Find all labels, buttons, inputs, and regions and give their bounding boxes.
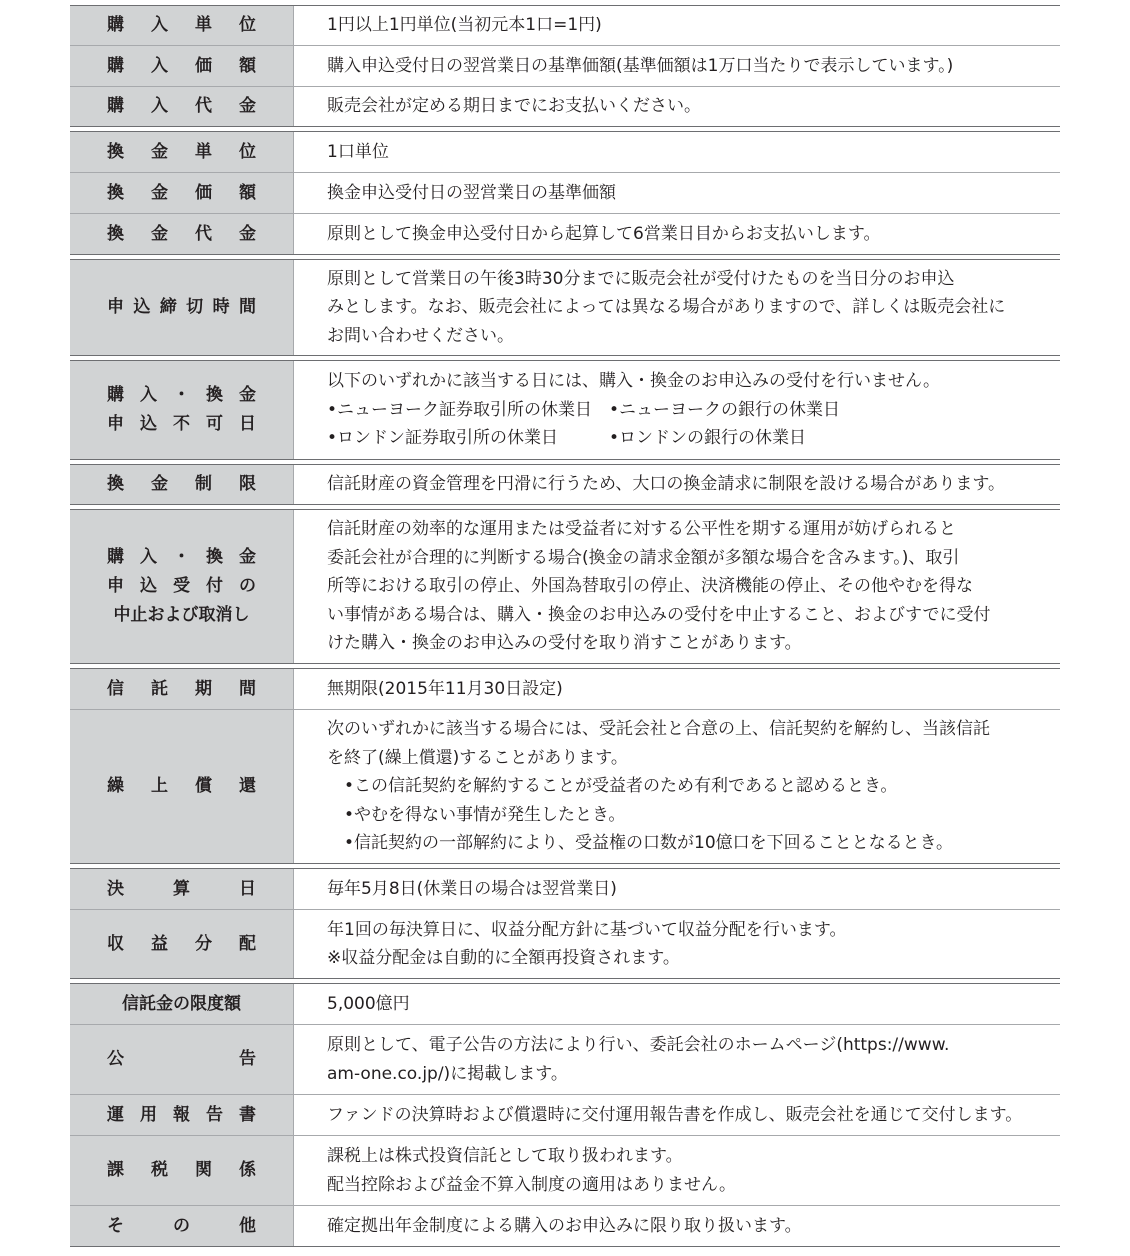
row-label-line: 購 入 代 金 — [107, 96, 256, 116]
row-group — [70, 668, 1060, 864]
row-value — [294, 173, 1060, 213]
table-row — [70, 909, 1060, 978]
row-value-text: 購入申込受付日の翌営業日の基準価額(基準価額は1万口当たりで表示しています。) — [327, 55, 954, 76]
row-value — [294, 669, 1060, 709]
row-label — [70, 361, 294, 459]
row-label-line: 換 金 価 額 — [107, 182, 256, 203]
row-value-text: 販売会社が定める期日までにお支払いください。 — [327, 96, 701, 117]
row-value-text: 無期限(2015年11月30日設定) — [327, 678, 563, 699]
row-label-line: 申 込 不 可 日 — [107, 414, 256, 434]
row-label — [70, 669, 294, 709]
row-group — [70, 464, 1060, 505]
table-row — [70, 1135, 1060, 1205]
row-value — [294, 1095, 1060, 1135]
row-value-text: ファンドの決算時および償還時に交付運用報告書を作成し、販売会社を通じて交付します。 — [327, 1104, 1023, 1125]
row-group — [70, 259, 1060, 356]
row-label — [70, 465, 294, 504]
row-label-line: 換 金 単 位 — [107, 141, 256, 162]
row-value-text: 以下のいずれかに該当する日には、購入・換金のお申込みの受付を行いません。 •ニューヨーク証券取引所の休業日 •ニューヨークの銀行の休業日 •ロンドン証券取引所の休業日 •ロンドンの銀行の休業日 — [327, 371, 941, 449]
row-label — [70, 132, 294, 172]
row-label-line: 収 益 分 配 — [107, 933, 256, 954]
row-label — [70, 1095, 294, 1135]
row-value — [294, 46, 1060, 86]
table-row — [70, 465, 1060, 504]
row-label — [70, 6, 294, 45]
row-label-line: 換 金 制 限 — [107, 474, 256, 494]
row-value — [294, 214, 1060, 254]
row-label — [70, 1206, 294, 1246]
row-label — [70, 1025, 294, 1094]
table-row — [70, 669, 1060, 709]
row-label-line: 信託金の限度額 — [122, 993, 241, 1014]
row-value — [294, 6, 1060, 45]
table-row — [70, 86, 1060, 126]
table-row — [70, 1205, 1060, 1246]
row-label — [70, 214, 294, 254]
row-group — [70, 509, 1060, 664]
row-label-line: 運 用 報 告 書 — [107, 1104, 256, 1125]
row-group — [70, 868, 1060, 979]
row-group — [70, 131, 1060, 255]
table-row — [70, 510, 1060, 663]
row-label-line: 購 入 単 位 — [107, 15, 256, 35]
row-label-line: 公 告 — [107, 1049, 256, 1069]
row-value-text: 確定拠出年金制度による購入のお申込みに限り取り扱います。 — [327, 1215, 802, 1236]
table-row — [70, 984, 1060, 1024]
row-value — [294, 984, 1060, 1024]
row-value — [294, 910, 1060, 978]
row-group — [70, 5, 1060, 127]
row-value — [294, 1136, 1060, 1205]
row-label — [70, 910, 294, 978]
row-label-line: 課 税 関 係 — [107, 1160, 256, 1180]
table-row — [70, 132, 1060, 172]
row-value-text: 原則として、電子公告の方法により行い、委託会社のホームページ(https://www. am-one.co.jp/)に掲載します。 — [327, 1035, 950, 1084]
table-row — [70, 6, 1060, 45]
row-value-text: 原則として営業日の午後3時30分までに販売会社が受付けたものを当日分のお申込 みとします。なお、販売会社によっては異なる場合がありますので、詳しくは販売会社に お問い合わせください。 — [327, 268, 1006, 346]
row-label — [70, 260, 294, 355]
row-value-text: 毎年5月8日(休業日の場合は翌営業日) — [327, 878, 617, 899]
row-value-text: 換金申込受付日の翌営業日の基準価額 — [327, 182, 616, 203]
row-value — [294, 465, 1060, 504]
row-label-line: 信 託 期 間 — [107, 678, 256, 699]
row-value — [294, 869, 1060, 909]
row-value-text: 次のいずれかに該当する場合には、受託会社と合意の上、信託契約を解約し、当該信託 を終了(繰上償還)することがあります。 •この信託契約を解約することが受益者のため有利であると認めるとき。 •やむを得ない事情が発生したとき。 •信託契約の一部解約により、受益権の口数が10億口を下回ることとなるとき。 — [327, 719, 990, 854]
row-value-text: 信託財産の効率的な運用または受益者に対する公平性を期する運用が妨げられると 委託会社が合理的に判断する場合(換金の請求金額が多額な場合を含みます。)、取引 所等における取引の停止、外国為替取引の停止、決済機能の停止、その他やむを得な い事情がある場合は、購入・換金のお申込みの受付を中止すること、およびすでに受付 けた購入・換金のお申込みの受付を取り消すことがあります。 — [327, 519, 991, 654]
row-value — [294, 510, 1060, 663]
row-label — [70, 869, 294, 909]
table-row — [70, 1024, 1060, 1094]
row-value — [294, 710, 1060, 863]
row-label — [70, 1136, 294, 1205]
row-label-line: 換 金 代 金 — [107, 223, 256, 244]
row-label — [70, 173, 294, 213]
row-label — [70, 710, 294, 863]
row-label-line: 申 込 受 付 の — [107, 576, 256, 596]
row-value — [294, 1206, 1060, 1246]
row-label-line: 購 入 価 額 — [107, 55, 256, 76]
row-label — [70, 46, 294, 86]
table-row — [70, 213, 1060, 254]
fund-info-table — [70, 5, 1060, 1251]
row-label-line: 繰 上 償 還 — [107, 776, 256, 796]
row-label-line: そ の 他 — [107, 1215, 256, 1236]
row-label — [70, 984, 294, 1024]
table-row — [70, 45, 1060, 86]
table-row — [70, 172, 1060, 213]
row-value-text: 課税上は株式投資信託として取り扱われます。 配当控除および益金不算入制度の適用はありません。 — [327, 1146, 737, 1195]
row-label-line: 決 算 日 — [107, 878, 256, 899]
row-label — [70, 510, 294, 663]
row-value — [294, 132, 1060, 172]
row-label-line: 申 込 締 切 時 間 — [107, 297, 256, 317]
row-value-text: 5,000億円 — [327, 993, 410, 1014]
row-value — [294, 260, 1060, 355]
table-row — [70, 869, 1060, 909]
table-row — [70, 1094, 1060, 1135]
row-value — [294, 1025, 1060, 1094]
table-row — [70, 260, 1060, 355]
row-value-text: 1口単位 — [327, 141, 389, 162]
row-value — [294, 361, 1060, 459]
row-group — [70, 360, 1060, 460]
table-row — [70, 709, 1060, 863]
row-value-text: 原則として換金申込受付日から起算して6営業日目からお支払いします。 — [327, 223, 881, 244]
row-label-line: 購 入 ・ 換 金 — [107, 385, 256, 405]
row-label — [70, 87, 294, 126]
row-value-text: 1円以上1円単位(当初元本1口=1円) — [327, 15, 602, 36]
table-row — [70, 361, 1060, 459]
row-label-line: 購 入 ・ 換 金 — [107, 547, 256, 567]
row-label-line: 中止および取消し — [113, 605, 250, 625]
row-value-text: 信託財産の資金管理を円滑に行うため、大口の換金請求に制限を設ける場合があります。 — [327, 474, 1005, 495]
row-value — [294, 87, 1060, 126]
row-value-text: 年1回の毎決算日に、収益分配方針に基づいて収益分配を行います。 ※収益分配金は自動的に全額再投資されます。 — [327, 919, 847, 968]
row-group — [70, 983, 1060, 1247]
